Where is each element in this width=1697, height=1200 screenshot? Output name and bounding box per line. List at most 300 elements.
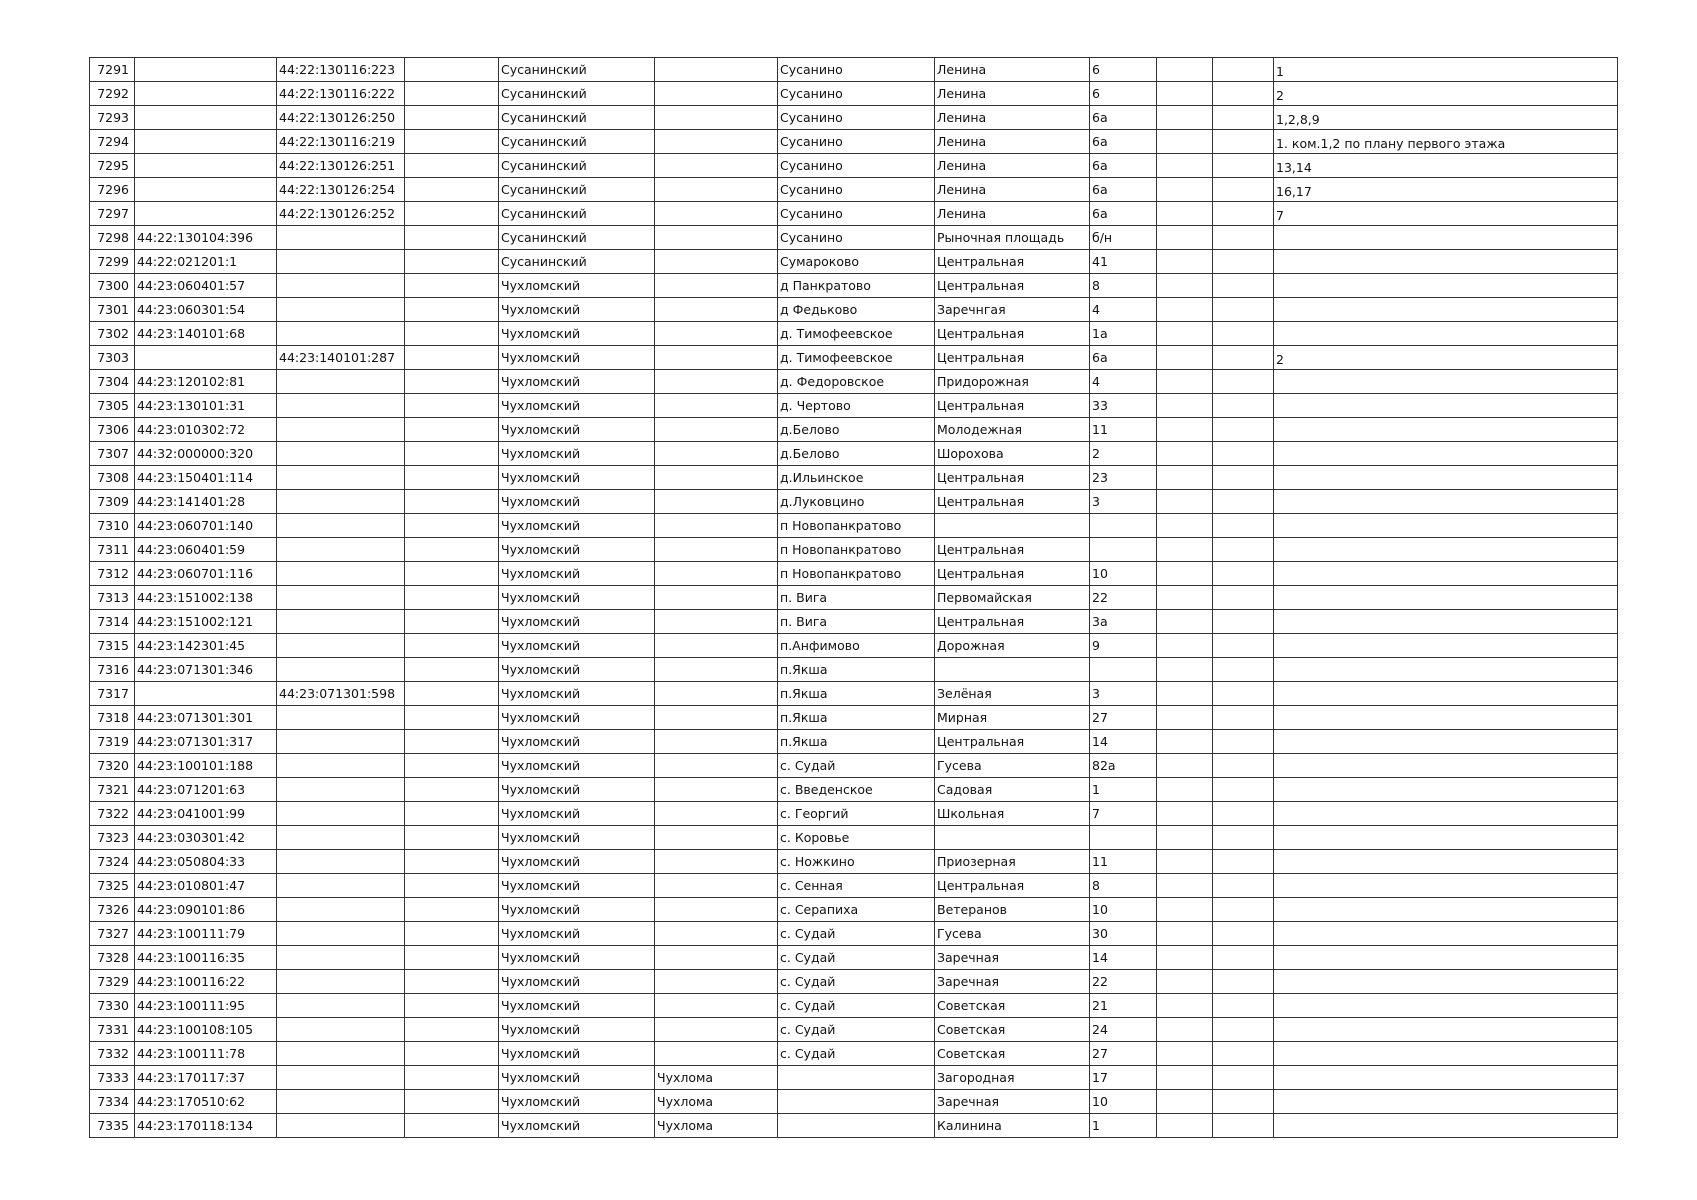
district-cell: Чухломский [499, 922, 655, 946]
extra-cell [405, 898, 499, 922]
locality-cell: п. Вига [778, 586, 935, 610]
block-cell [1213, 802, 1274, 826]
cadastral-number-cell: 44:23:151002:121 [135, 610, 277, 634]
cadastral-number-cell: 44:23:170117:37 [135, 1066, 277, 1090]
city-cell [655, 250, 778, 274]
locality-cell: Сусанино [778, 178, 935, 202]
street-cell: Придорожная [935, 370, 1090, 394]
district-cell: Чухломский [499, 994, 655, 1018]
extra-cell [405, 490, 499, 514]
row-number-cell: 7298 [90, 226, 135, 250]
extra-cell [405, 538, 499, 562]
room-cadastral-number-cell [277, 970, 405, 994]
street-cell: Садовая [935, 778, 1090, 802]
apartment-cell [1274, 490, 1618, 514]
locality-cell [778, 1114, 935, 1138]
cadastral-number-cell [135, 130, 277, 154]
row-number-cell: 7291 [90, 58, 135, 82]
locality-cell: д. Федоровское [778, 370, 935, 394]
apartment-cell [1274, 874, 1618, 898]
row-number-cell: 7311 [90, 538, 135, 562]
room-cadastral-number-cell [277, 298, 405, 322]
apartment-cell [1274, 538, 1618, 562]
cadastral-number-cell: 44:23:170510:62 [135, 1090, 277, 1114]
cadastral-number-cell: 44:23:060701:116 [135, 562, 277, 586]
city-cell [655, 634, 778, 658]
row-number-cell: 7310 [90, 514, 135, 538]
city-cell [655, 898, 778, 922]
city-cell [655, 706, 778, 730]
table-row [90, 562, 1618, 586]
row-number-cell: 7308 [90, 466, 135, 490]
table-row [90, 1042, 1618, 1066]
extra-cell [405, 466, 499, 490]
cadastral-number-cell [135, 58, 277, 82]
city-cell [655, 730, 778, 754]
locality-cell: п.Якша [778, 682, 935, 706]
locality-cell: с. Судай [778, 970, 935, 994]
apartment-cell [1274, 802, 1618, 826]
extra-cell [405, 1090, 499, 1114]
building-cell [1157, 1114, 1213, 1138]
city-cell [655, 586, 778, 610]
block-cell [1213, 994, 1274, 1018]
apartment-cell [1274, 1090, 1618, 1114]
district-cell: Сусанинский [499, 82, 655, 106]
extra-cell [405, 1042, 499, 1066]
apartment-cell [1274, 226, 1618, 250]
extra-cell [405, 442, 499, 466]
building-cell [1157, 778, 1213, 802]
cadastral-number-cell: 44:23:071301:317 [135, 730, 277, 754]
room-cadastral-number-cell [277, 418, 405, 442]
apartment-cell: 16,17 [1274, 178, 1618, 202]
locality-cell: с. Судай [778, 922, 935, 946]
row-number-cell: 7325 [90, 874, 135, 898]
locality-cell: Сусанино [778, 130, 935, 154]
city-cell [655, 946, 778, 970]
locality-cell: д.Ильинское [778, 466, 935, 490]
house-cell: 23 [1090, 466, 1157, 490]
room-cadastral-number-cell [277, 442, 405, 466]
row-number-cell: 7323 [90, 826, 135, 850]
building-cell [1157, 538, 1213, 562]
cadastral-number-cell: 44:23:130101:31 [135, 394, 277, 418]
house-cell: 14 [1090, 730, 1157, 754]
table-row [90, 538, 1618, 562]
district-cell: Чухломский [499, 634, 655, 658]
house-cell: 6а [1090, 346, 1157, 370]
cadastral-number-cell [135, 106, 277, 130]
block-cell [1213, 1066, 1274, 1090]
locality-cell: Сусанино [778, 106, 935, 130]
district-cell: Чухломский [499, 442, 655, 466]
row-number-cell: 7295 [90, 154, 135, 178]
building-cell [1157, 370, 1213, 394]
building-cell [1157, 730, 1213, 754]
row-number-cell: 7292 [90, 82, 135, 106]
table-row [90, 586, 1618, 610]
city-cell [655, 994, 778, 1018]
street-cell: Загородная [935, 1066, 1090, 1090]
apartment-cell [1274, 970, 1618, 994]
extra-cell [405, 130, 499, 154]
cadastral-number-cell: 44:23:100111:95 [135, 994, 277, 1018]
district-cell: Сусанинский [499, 58, 655, 82]
cadastral-number-cell [135, 154, 277, 178]
table-row [90, 58, 1618, 82]
building-cell [1157, 658, 1213, 682]
room-cadastral-number-cell [277, 586, 405, 610]
locality-cell: с. Судай [778, 754, 935, 778]
district-cell: Сусанинский [499, 154, 655, 178]
extra-cell [405, 346, 499, 370]
city-cell [655, 346, 778, 370]
table-row [90, 394, 1618, 418]
apartment-cell: 13,14 [1274, 154, 1618, 178]
room-cadastral-number-cell [277, 634, 405, 658]
extra-cell [405, 178, 499, 202]
city-cell [655, 682, 778, 706]
cadastral-number-cell [135, 82, 277, 106]
block-cell [1213, 250, 1274, 274]
row-number-cell: 7326 [90, 898, 135, 922]
building-cell [1157, 442, 1213, 466]
table-row [90, 370, 1618, 394]
locality-cell: Сусанино [778, 154, 935, 178]
district-cell: Чухломский [499, 658, 655, 682]
apartment-cell [1274, 466, 1618, 490]
city-cell [655, 826, 778, 850]
district-cell: Чухломский [499, 538, 655, 562]
cadastral-number-cell: 44:23:010801:47 [135, 874, 277, 898]
house-cell: 6а [1090, 154, 1157, 178]
row-number-cell: 7328 [90, 946, 135, 970]
house-cell: 27 [1090, 1042, 1157, 1066]
district-cell: Чухломский [499, 418, 655, 442]
cadastral-number-cell: 44:23:170118:134 [135, 1114, 277, 1138]
table-row [90, 898, 1618, 922]
district-cell: Чухломский [499, 562, 655, 586]
city-cell [655, 154, 778, 178]
district-cell: Сусанинский [499, 202, 655, 226]
block-cell [1213, 106, 1274, 130]
district-cell: Чухломский [499, 1066, 655, 1090]
registry-table [89, 57, 1618, 1138]
block-cell [1213, 274, 1274, 298]
room-cadastral-number-cell [277, 1042, 405, 1066]
house-cell: 4 [1090, 298, 1157, 322]
house-cell: 3а [1090, 610, 1157, 634]
block-cell [1213, 418, 1274, 442]
district-cell: Сусанинский [499, 250, 655, 274]
room-cadastral-number-cell [277, 994, 405, 1018]
building-cell [1157, 1090, 1213, 1114]
house-cell: 41 [1090, 250, 1157, 274]
house-cell: 1 [1090, 1114, 1157, 1138]
row-number-cell: 7309 [90, 490, 135, 514]
district-cell: Чухломский [499, 730, 655, 754]
locality-cell: п Новопанкратово [778, 538, 935, 562]
row-number-cell: 7299 [90, 250, 135, 274]
cadastral-number-cell: 44:23:100116:35 [135, 946, 277, 970]
block-cell [1213, 874, 1274, 898]
building-cell [1157, 874, 1213, 898]
house-cell: 33 [1090, 394, 1157, 418]
building-cell [1157, 346, 1213, 370]
street-cell: Ленина [935, 154, 1090, 178]
building-cell [1157, 1042, 1213, 1066]
extra-cell [405, 250, 499, 274]
city-cell [655, 106, 778, 130]
room-cadastral-number-cell [277, 778, 405, 802]
building-cell [1157, 466, 1213, 490]
apartment-cell [1274, 658, 1618, 682]
block-cell [1213, 1042, 1274, 1066]
city-cell [655, 58, 778, 82]
district-cell: Чухломский [499, 778, 655, 802]
row-number-cell: 7334 [90, 1090, 135, 1114]
room-cadastral-number-cell [277, 922, 405, 946]
street-cell: Центральная [935, 346, 1090, 370]
extra-cell [405, 610, 499, 634]
room-cadastral-number-cell [277, 490, 405, 514]
table-row [90, 802, 1618, 826]
block-cell [1213, 706, 1274, 730]
street-cell: Центральная [935, 466, 1090, 490]
extra-cell [405, 202, 499, 226]
city-cell: Чухлома [655, 1090, 778, 1114]
city-cell [655, 322, 778, 346]
street-cell: Ветеранов [935, 898, 1090, 922]
extra-cell [405, 562, 499, 586]
extra-cell [405, 586, 499, 610]
house-cell: 10 [1090, 1090, 1157, 1114]
locality-cell: Сусанино [778, 58, 935, 82]
block-cell [1213, 178, 1274, 202]
street-cell: Ленина [935, 106, 1090, 130]
table-row [90, 202, 1618, 226]
building-cell [1157, 898, 1213, 922]
cadastral-number-cell: 44:23:050804:33 [135, 850, 277, 874]
extra-cell [405, 1114, 499, 1138]
extra-cell [405, 754, 499, 778]
house-cell: 3 [1090, 682, 1157, 706]
row-number-cell: 7293 [90, 106, 135, 130]
extra-cell [405, 394, 499, 418]
city-cell [655, 754, 778, 778]
table-row [90, 658, 1618, 682]
street-cell: Советская [935, 1018, 1090, 1042]
room-cadastral-number-cell [277, 754, 405, 778]
cadastral-number-cell: 44:23:090101:86 [135, 898, 277, 922]
apartment-cell [1274, 754, 1618, 778]
city-cell [655, 370, 778, 394]
table-row [90, 514, 1618, 538]
locality-cell: п.Анфимово [778, 634, 935, 658]
locality-cell: с. Георгий [778, 802, 935, 826]
city-cell [655, 466, 778, 490]
house-cell: 1а [1090, 322, 1157, 346]
district-cell: Чухломский [499, 466, 655, 490]
street-cell: Гусева [935, 754, 1090, 778]
locality-cell: п.Якша [778, 658, 935, 682]
city-cell [655, 850, 778, 874]
street-cell: Заречная [935, 946, 1090, 970]
apartment-cell [1274, 1018, 1618, 1042]
cadastral-number-cell [135, 178, 277, 202]
cadastral-number-cell: 44:23:150401:114 [135, 466, 277, 490]
locality-cell: с. Судай [778, 1042, 935, 1066]
row-number-cell: 7312 [90, 562, 135, 586]
city-cell [655, 130, 778, 154]
district-cell: Чухломский [499, 346, 655, 370]
locality-cell: п Новопанкратово [778, 514, 935, 538]
extra-cell [405, 82, 499, 106]
room-cadastral-number-cell [277, 850, 405, 874]
city-cell [655, 490, 778, 514]
city-cell [655, 802, 778, 826]
house-cell [1090, 538, 1157, 562]
building-cell [1157, 1066, 1213, 1090]
row-number-cell: 7300 [90, 274, 135, 298]
table-row [90, 1114, 1618, 1138]
block-cell [1213, 634, 1274, 658]
table-row [90, 874, 1618, 898]
cadastral-number-cell: 44:23:100111:78 [135, 1042, 277, 1066]
street-cell: Советская [935, 994, 1090, 1018]
table-row [90, 130, 1618, 154]
block-cell [1213, 850, 1274, 874]
room-cadastral-number-cell [277, 706, 405, 730]
street-cell: Центральная [935, 730, 1090, 754]
building-cell [1157, 610, 1213, 634]
district-cell: Чухломский [499, 682, 655, 706]
cadastral-number-cell: 44:32:000000:320 [135, 442, 277, 466]
table-row [90, 442, 1618, 466]
room-cadastral-number-cell [277, 1018, 405, 1042]
district-cell: Чухломский [499, 1018, 655, 1042]
apartment-cell [1274, 778, 1618, 802]
locality-cell: с. Сенная [778, 874, 935, 898]
room-cadastral-number-cell: 44:22:130126:251 [277, 154, 405, 178]
apartment-cell [1274, 562, 1618, 586]
block-cell [1213, 346, 1274, 370]
locality-cell: п.Якша [778, 730, 935, 754]
row-number-cell: 7324 [90, 850, 135, 874]
table-row [90, 850, 1618, 874]
table-row [90, 730, 1618, 754]
building-cell [1157, 970, 1213, 994]
city-cell [655, 226, 778, 250]
block-cell [1213, 370, 1274, 394]
street-cell [935, 514, 1090, 538]
district-cell: Чухломский [499, 322, 655, 346]
house-cell: 82а [1090, 754, 1157, 778]
house-cell: 8 [1090, 874, 1157, 898]
locality-cell: д Федьково [778, 298, 935, 322]
house-cell: 2 [1090, 442, 1157, 466]
street-cell: Приозерная [935, 850, 1090, 874]
building-cell [1157, 178, 1213, 202]
district-cell: Чухломский [499, 610, 655, 634]
street-cell: Центральная [935, 322, 1090, 346]
apartment-cell: 1 [1274, 58, 1618, 82]
cadastral-number-cell [135, 346, 277, 370]
building-cell [1157, 418, 1213, 442]
room-cadastral-number-cell [277, 1090, 405, 1114]
block-cell [1213, 682, 1274, 706]
table-row [90, 754, 1618, 778]
city-cell [655, 1042, 778, 1066]
house-cell: 6а [1090, 106, 1157, 130]
house-cell: 6 [1090, 58, 1157, 82]
extra-cell [405, 922, 499, 946]
row-number-cell: 7305 [90, 394, 135, 418]
room-cadastral-number-cell [277, 730, 405, 754]
table-row [90, 970, 1618, 994]
cadastral-number-cell: 44:22:021201:1 [135, 250, 277, 274]
house-cell: 6 [1090, 82, 1157, 106]
block-cell [1213, 970, 1274, 994]
cadastral-number-cell: 44:22:130104:396 [135, 226, 277, 250]
city-cell [655, 970, 778, 994]
room-cadastral-number-cell [277, 826, 405, 850]
room-cadastral-number-cell [277, 946, 405, 970]
building-cell [1157, 946, 1213, 970]
block-cell [1213, 130, 1274, 154]
extra-cell [405, 850, 499, 874]
block-cell [1213, 466, 1274, 490]
house-cell: 3 [1090, 490, 1157, 514]
city-cell: Чухлома [655, 1114, 778, 1138]
district-cell: Чухломский [499, 298, 655, 322]
room-cadastral-number-cell [277, 514, 405, 538]
street-cell [935, 826, 1090, 850]
row-number-cell: 7303 [90, 346, 135, 370]
district-cell: Чухломский [499, 946, 655, 970]
building-cell [1157, 562, 1213, 586]
extra-cell [405, 418, 499, 442]
table-row [90, 298, 1618, 322]
extra-cell [405, 946, 499, 970]
table-row [90, 106, 1618, 130]
room-cadastral-number-cell [277, 562, 405, 586]
locality-cell: Сусанино [778, 82, 935, 106]
room-cadastral-number-cell [277, 226, 405, 250]
cadastral-number-cell: 44:23:071301:346 [135, 658, 277, 682]
locality-cell: д.Белово [778, 442, 935, 466]
building-cell [1157, 250, 1213, 274]
locality-cell [778, 1090, 935, 1114]
table-row [90, 274, 1618, 298]
house-cell: 7 [1090, 802, 1157, 826]
street-cell: Школьная [935, 802, 1090, 826]
row-number-cell: 7297 [90, 202, 135, 226]
house-cell: 24 [1090, 1018, 1157, 1042]
building-cell [1157, 706, 1213, 730]
house-cell: 27 [1090, 706, 1157, 730]
house-cell: 6а [1090, 202, 1157, 226]
apartment-cell [1274, 1114, 1618, 1138]
row-number-cell: 7327 [90, 922, 135, 946]
district-cell: Чухломский [499, 898, 655, 922]
street-cell: Центральная [935, 538, 1090, 562]
street-cell: Ленина [935, 202, 1090, 226]
block-cell [1213, 538, 1274, 562]
locality-cell: д.Луковцино [778, 490, 935, 514]
city-cell [655, 202, 778, 226]
